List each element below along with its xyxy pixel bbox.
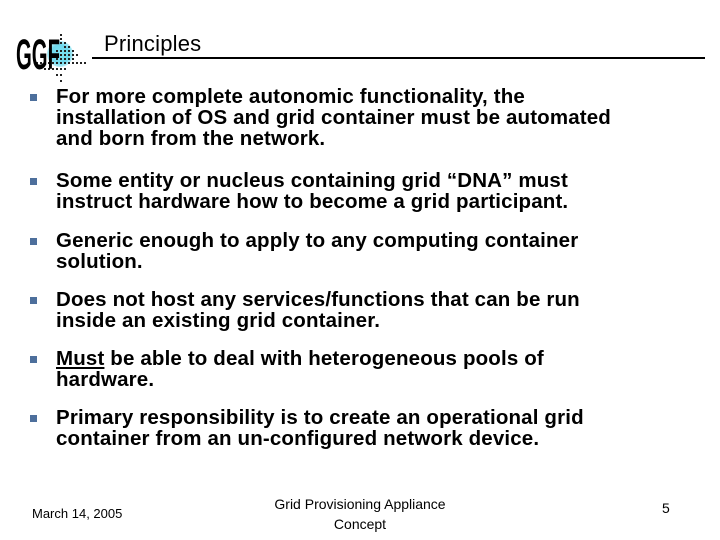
bullet-line: Generic enough to apply to any computing container <box>56 229 579 252</box>
bullet-line-rest: be able to deal with heterogeneous pools of <box>104 347 544 370</box>
ggf-logo <box>14 14 90 86</box>
bullet-line: Primary responsibility is to create an operational grid <box>56 406 584 429</box>
bullet-line: hardware. <box>56 368 155 391</box>
square-bullet-icon <box>30 356 37 363</box>
bullet-line <box>56 348 544 369</box>
bullet-line: For more complete autonomic functionality, the <box>56 85 525 108</box>
svg-text:GGF: GGF <box>16 31 60 79</box>
footer-title-line: Grid Provisioning Appliance <box>274 496 446 512</box>
bullet-line: and born from the network. <box>56 127 326 150</box>
square-bullet-icon <box>30 238 37 245</box>
bullet-line: instruct hardware how to become a grid participant. <box>56 190 569 213</box>
bullet-line: container from an un-configured network device. <box>56 427 540 450</box>
bullet-line: Some entity or nucleus containing grid “DNA” must <box>56 169 568 192</box>
square-bullet-icon <box>30 297 37 304</box>
emphasis-underlined: Must <box>56 347 105 370</box>
title-underline <box>92 57 705 59</box>
square-bullet-icon <box>30 94 37 101</box>
square-bullet-icon <box>30 415 37 422</box>
bullet-line: installation of OS and grid container must be automated <box>56 106 611 129</box>
bullet-line: solution. <box>56 250 143 273</box>
bullet-line: inside an existing grid container. <box>56 309 381 332</box>
square-bullet-icon <box>30 178 37 185</box>
slide-title: Principles <box>104 31 202 56</box>
footer-title <box>240 494 480 534</box>
footer-title-line: Concept <box>333 516 387 532</box>
footer-date: March 14, 2005 <box>32 506 123 521</box>
page-number: 5 <box>662 500 670 516</box>
bullet-line: Does not host any services/functions that can be run <box>56 288 580 311</box>
